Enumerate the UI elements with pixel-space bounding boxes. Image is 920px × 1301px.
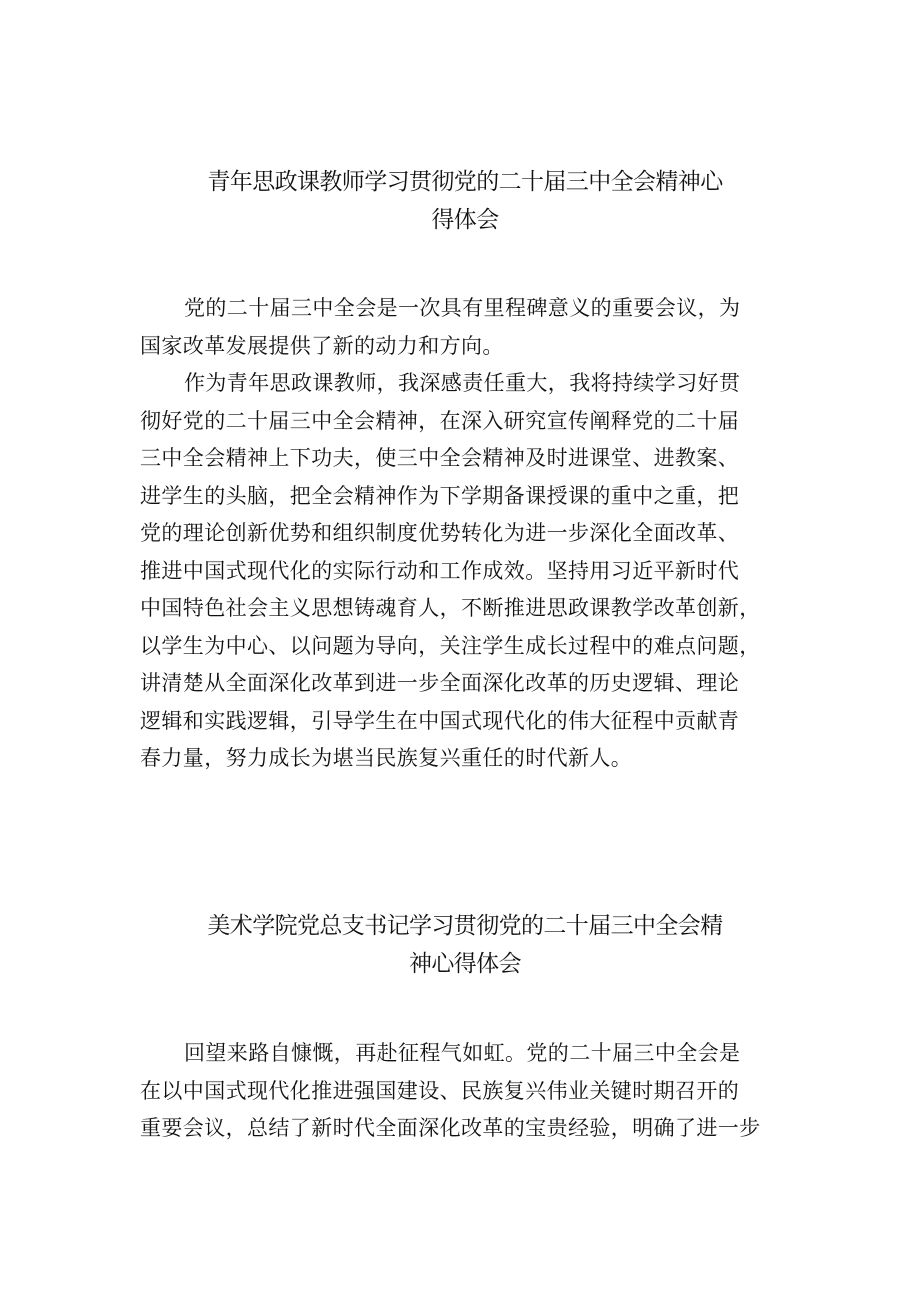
paragraph-line: 进学生的头脑，把全会精神作为下学期备课授课的重中之重，把 [140,483,740,508]
paragraph-line: 党的二十届三中全会是一次具有里程碑意义的重要会议，为 [184,296,741,320]
section-1-paragraph-1 [140,290,800,365]
section-1-title-line-2: 得体会 [431,207,499,233]
section-2-paragraph-1 [140,1035,800,1148]
paragraph-line: 以学生为中心、以问题为导向，关注学生成长过程中的难点问题， [140,633,761,658]
section-2-title-line-2: 神心得体会 [408,951,521,977]
paragraph-line: 国家改革发展提供了新的动力和方向。 [140,333,504,358]
paragraph-line: 回望来路自慷慨，再赴征程气如虹。党的二十届三中全会是 [184,1041,741,1065]
paragraph-line: 党的理论创新优势和组织制度优势转化为进一步深化全面改革、 [140,521,740,545]
paragraph-line: 彻好党的二十届三中全会精神，在深入研究宣传阐释党的二十届 [140,408,740,433]
paragraph-line: 推进中国式现代化的实际行动和工作成效。坚持用习近平新时代 [140,558,740,583]
paragraph-line: 在以中国式现代化推进强国建设、民族复兴伟业关键时期召开的 [140,1078,740,1103]
paragraph-line: 三中全会精神上下功夫，使三中全会精神及时进课堂、进教案、 [140,446,740,470]
paragraph-line: 作为青年思政课教师，我深感责任重大，我将持续学习好贯 [184,371,741,395]
section-1-title-line-1: 青年思政课教师学习贯彻党的二十届三中全会精神心 [207,169,723,195]
section-1-title [140,163,790,239]
paragraph-line: 春力量，努力成长为堪当民族复兴重任的时代新人。 [140,746,633,770]
paragraph-line: 中国特色社会主义思想铸魂育人，不断推进思政课教学改革创新， [140,596,761,620]
paragraph-line: 讲清楚从全面深化改革到进一步全面深化改革的历史逻辑、理论 [140,671,740,695]
section-2-title [140,907,790,983]
section-1-paragraph-2 [140,365,800,778]
section-2-title-line-1: 美术学院党总支书记学习贯彻党的二十届三中全会精 [207,913,723,939]
paragraph-line: 重要会议，总结了新时代全面深化改革的宝贵经验，明确了进一步 [140,1116,761,1140]
paragraph-line: 逻辑和实践逻辑，引导学生在中国式现代化的伟大征程中贡献青 [140,708,740,733]
